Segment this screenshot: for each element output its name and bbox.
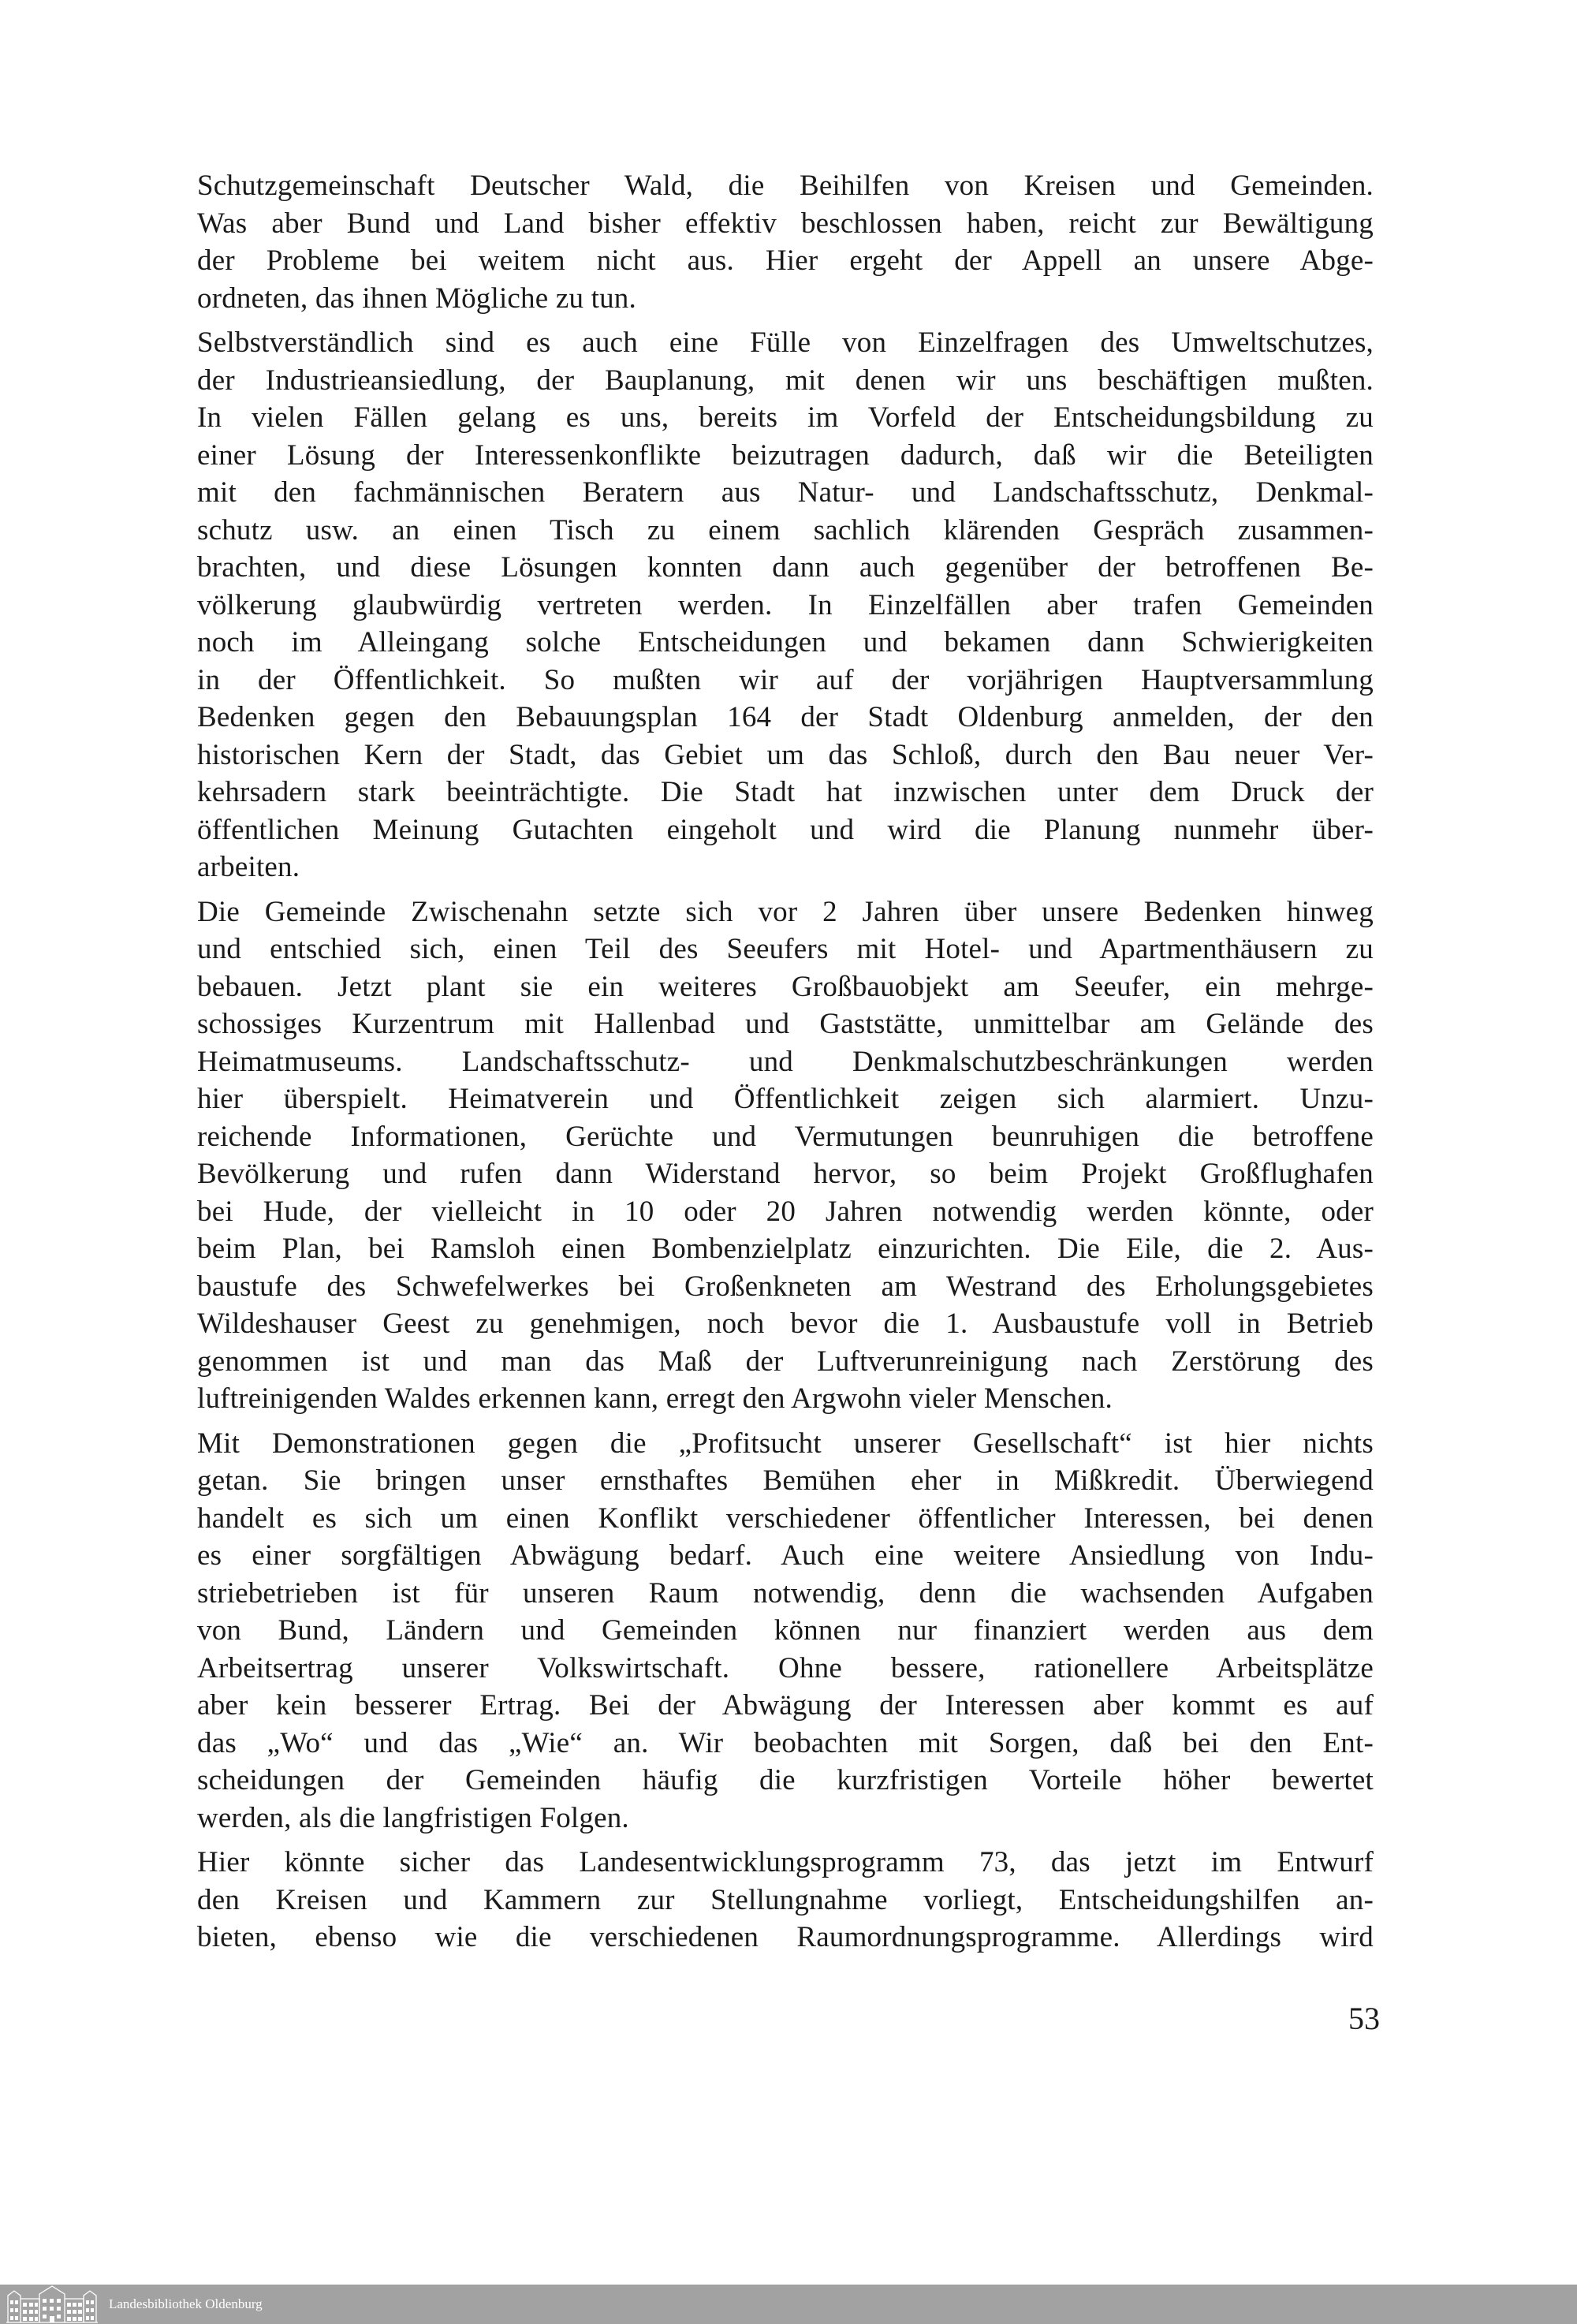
text-line: ordneten, das ihnen Mögliche zu tun.: [197, 282, 636, 315]
library-name: Landesbibliothek Oldenburg: [109, 2296, 263, 2311]
text-line: historischen Kern der Stadt, das Gebiet um das Schloß, durch den Bau neuer Ver-: [197, 738, 1374, 771]
text-line: Hier könnte sicher das Landesentwicklungsprogramm 73, das jetzt im Entwurf: [197, 1846, 1374, 1878]
text-line: Selbstverständlich sind es auch eine Fülle von Einzelfragen des Umweltschutzes,: [197, 326, 1374, 359]
footer-bar: [0, 2285, 1577, 2324]
paragraph: [197, 324, 1374, 886]
text-line: und entschied sich, einen Teil des Seeufers mit Hotel- und Apartmenthäusern zu: [197, 933, 1374, 965]
text-line: striebetrieben ist für unseren Raum notwendig, denn die wachsenden Aufgaben: [197, 1576, 1374, 1610]
paragraph: [197, 1844, 1374, 1957]
text-line: das „Wo“ und das „Wie“ an. Wir beobachten mit Sorgen, daß bei den Ent-: [197, 1726, 1374, 1759]
text-line: Bedenken gegen den Bebauungsplan 164 der Stadt Oldenburg anmelden, der den: [197, 701, 1374, 733]
text-line: öffentlichen Meinung Gutachten eingeholt und wird die Planung nunmehr über-: [197, 813, 1374, 846]
text-line: beim Plan, bei Ramsloh einen Bombenzielplatz einzurichten. Die Eile, die 2. Aus-: [197, 1233, 1374, 1265]
text-line: scheidungen der Gemeinden häufig die kurzfristigen Vorteile höher bewertet: [197, 1764, 1374, 1796]
text-line: reichende Informationen, Gerüchte und Vermutungen beunruhigen die betroffene: [197, 1120, 1374, 1153]
text-line: Bevölkerung und rufen dann Widerstand hervor, so beim Projekt Großflughafen: [197, 1158, 1374, 1190]
text-line: der Industrieansiedlung, der Bauplanung, mit denen wir uns beschäftigen mußten.: [197, 364, 1374, 397]
text-line: werden, als die langfristigen Folgen.: [197, 1801, 629, 1834]
text-line: Heimatmuseums. Landschaftsschutz- und Denkmalschutzbeschränkungen werden: [197, 1045, 1374, 1078]
text-line: es einer sorgfältigen Abwägung bedarf. Auch eine weitere Ansiedlung von Indu-: [197, 1539, 1374, 1572]
text-line: baustufe des Schwefelwerkes bei Großenkneten am Westrand des Erholungsgebietes: [197, 1270, 1374, 1303]
text-line: getan. Sie bringen unser ernsthaftes Bemühen eher in Mißkredit. Überwiegend: [197, 1464, 1374, 1497]
text-line: luftreinigenden Waldes erkennen kann, erregt den Argwohn vieler Menschen.: [197, 1382, 1113, 1415]
text-line: Wildeshauser Geest zu genehmigen, noch bevor die 1. Ausbaustufe voll in Betrieb: [197, 1307, 1374, 1340]
text-line: von Bund, Ländern und Gemeinden können nur finanziert werden aus dem: [197, 1614, 1374, 1647]
text-line: hier überspielt. Heimatverein und Öffentlichkeit zeigen sich alarmiert. Unzu-: [197, 1083, 1374, 1115]
text-line: schutz usw. an einen Tisch zu einem sachlich klärenden Gespräch zusammen-: [197, 513, 1374, 546]
text-line: handelt es sich um einen Konflikt verschiedener öffentlicher Interessen, bei denen: [197, 1501, 1374, 1535]
page-number: 53: [1348, 2001, 1380, 2036]
text-line: schossiges Kurzentrum mit Hallenbad und Gaststätte, unmittelbar am Gelände des: [197, 1008, 1374, 1040]
text-line: bei Hude, der vielleicht in 10 oder 20 Jahren notwendig werden könnte, oder: [197, 1195, 1374, 1228]
text-line: den Kreisen und Kammern zur Stellungnahme vorliegt, Entscheidungshilfen an-: [197, 1883, 1374, 1916]
text-line: mit den fachmännischen Beratern aus Natur- und Landschaftsschutz, Denkmal-: [197, 476, 1374, 509]
text-line: völkerung glaubwürdig vertreten werden. In Einzelfällen aber trafen Gemeinden: [197, 588, 1374, 621]
text-line: bebauen. Jetzt plant sie ein weiteres Großbauobjekt am Seeufer, ein mehrge-: [197, 970, 1374, 1003]
text-line: Arbeitsertrag unserer Volkswirtschaft. Ohne bessere, rationellere Arbeitsplätze: [197, 1651, 1374, 1684]
text-line: noch im Alleingang solche Entscheidungen und bekamen dann Schwierigkeiten: [197, 626, 1374, 658]
library-building-icon: [5, 2285, 99, 2324]
text-line: der Probleme bei weitem nicht aus. Hier ergeht der Appell an unsere Abge-: [197, 244, 1374, 277]
text-line: arbeiten.: [197, 851, 300, 883]
text-line: bieten, ebenso wie die verschiedenen Raumordnungsprogramme. Allerdings wird: [197, 1921, 1374, 1953]
text-line: aber kein besserer Ertrag. Bei der Abwägung der Interessen aber kommt es auf: [197, 1689, 1374, 1722]
text-line: In vielen Fällen gelang es uns, bereits im Vorfeld der Entscheidungsbildung zu: [197, 401, 1374, 434]
text-line: Was aber Bund und Land bisher effektiv beschlossen haben, reicht zur Bewältigung: [197, 207, 1374, 240]
text-line: brachten, und diese Lösungen konnten dann auch gegenüber der betroffenen Be-: [197, 551, 1374, 584]
paragraph: [197, 167, 1374, 317]
page-body: [197, 167, 1374, 1964]
text-line: einer Lösung der Interessenkonflikte beizutragen dadurch, daß wir die Beteiligten: [197, 438, 1374, 472]
paragraph: [197, 1425, 1374, 1837]
text-line: Mit Demonstrationen gegen die „Profitsucht unserer Gesellschaft“ ist hier nichts: [197, 1427, 1374, 1460]
text-line: genommen ist und man das Maß der Luftverunreinigung nach Zerstörung des: [197, 1345, 1374, 1378]
paragraph: [197, 893, 1374, 1418]
text-line: Die Gemeinde Zwischenahn setzte sich vor 2 Jahren über unsere Bedenken hinweg: [197, 895, 1374, 928]
text-line: Schutzgemeinschaft Deutscher Wald, die Beihilfen von Kreisen und Gemeinden.: [197, 170, 1374, 202]
text-line: in der Öffentlichkeit. So mußten wir auf der vorjährigen Hauptversammlung: [197, 663, 1374, 696]
text-line: kehrsadern stark beeinträchtigte. Die Stadt hat inzwischen unter dem Druck der: [197, 776, 1374, 808]
